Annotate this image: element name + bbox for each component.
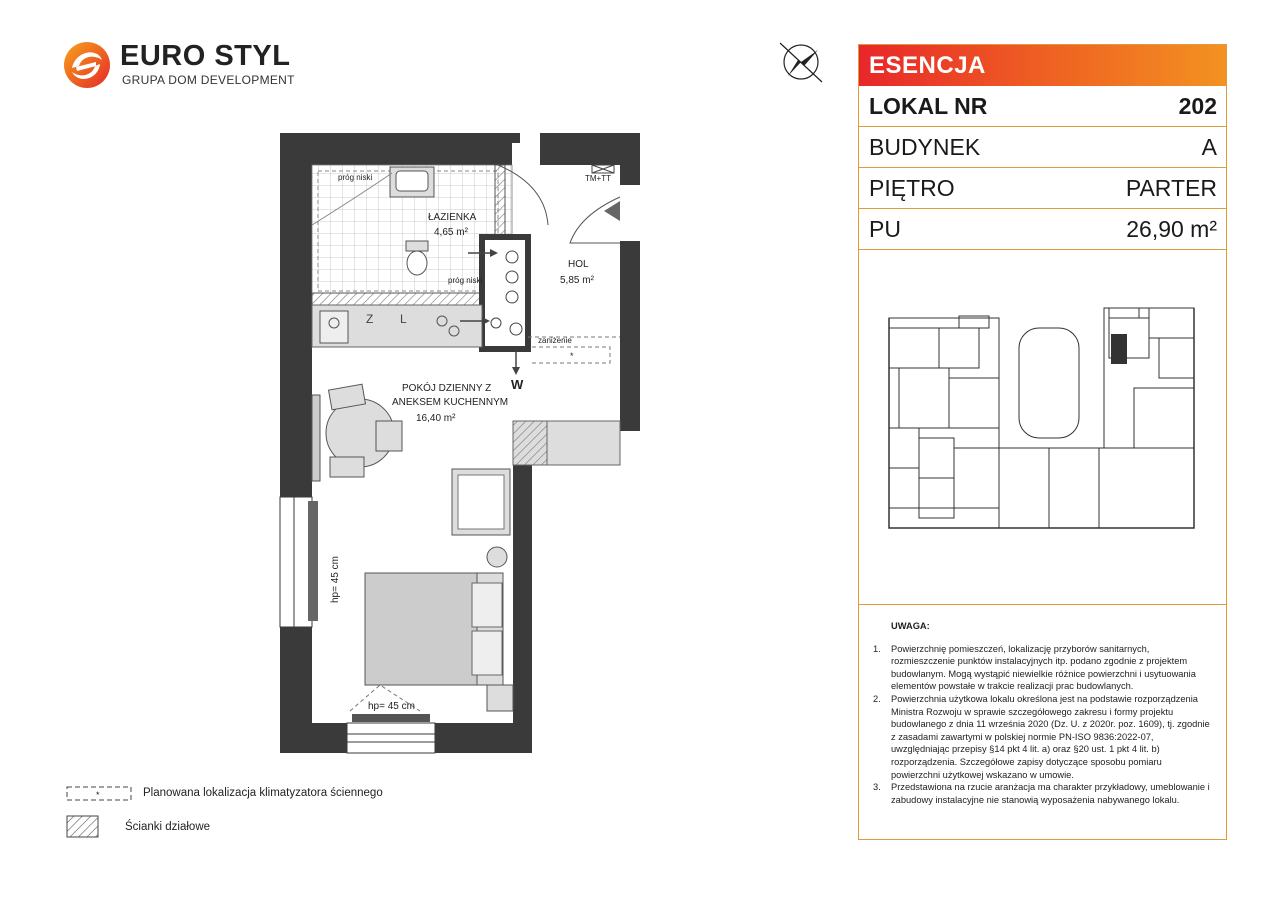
unit-number-row xyxy=(859,86,1226,127)
area-label: PU xyxy=(869,215,901,242)
partition-legend-symbol xyxy=(66,815,100,839)
floor-plan xyxy=(270,125,650,760)
kitchen-l: L xyxy=(400,312,407,326)
ac-marker: * xyxy=(570,351,574,361)
threshold-1-label: próg niski xyxy=(338,173,373,182)
building-value: A xyxy=(1201,133,1217,160)
euro-styl-swirl-icon xyxy=(62,40,112,90)
hp-side-label: hp= 45 cm xyxy=(330,556,341,603)
bathroom-area: 4,65 m² xyxy=(434,227,468,238)
svg-text:*: * xyxy=(96,790,100,800)
note-item xyxy=(873,643,1213,693)
notes-section xyxy=(873,620,1213,806)
floor-row xyxy=(859,168,1226,209)
w-label: W xyxy=(511,377,524,392)
area-value: 26,90 m² xyxy=(1126,215,1217,242)
note-number: 1. xyxy=(873,643,881,654)
north-arrow-icon xyxy=(776,42,826,84)
hp-bottom-label: hp= 45 cm xyxy=(368,701,415,712)
floor-value: PARTER xyxy=(1125,174,1217,201)
living-name-2: ANEKSEM KUCHENNYM xyxy=(392,397,509,408)
floor-label: PIĘTRO xyxy=(869,174,955,201)
hall-area: 5,85 m² xyxy=(560,275,594,286)
area-row xyxy=(859,209,1226,250)
bathroom-name: ŁAZIENKA xyxy=(428,212,477,223)
tm-tt-label: TM+TT xyxy=(585,174,611,183)
partition-legend-label: Ścianki działowe xyxy=(125,821,211,833)
kitchen-z: Z xyxy=(366,312,374,326)
company-logo xyxy=(62,38,302,94)
brand-subtitle: GRUPA DOM DEVELOPMENT xyxy=(122,73,295,87)
brand-name: EURO STYL xyxy=(120,40,291,72)
unit-number-value: 202 xyxy=(1178,92,1217,119)
ac-legend-label: Planowana lokalizacja klimatyzatora ściennego xyxy=(143,787,383,799)
note-number: 2. xyxy=(873,693,881,704)
note-text: Powierzchnię pomieszczeń, lokalizację przyborów sanitarnych, rozmieszczenie punktów instalacyjnych itp. podano zgodnie z projektem budowlanym. Mogą wystąpić niewielkie różnice powierzchni i usytuowania elementów powstałe w trakcie realizacji prac budowlanych. xyxy=(891,643,1196,692)
threshold-2-label: próg niski xyxy=(448,276,483,285)
building-label: BUDYNEK xyxy=(869,133,981,160)
unit-number-label: LOKAL NR xyxy=(869,92,988,119)
note-item xyxy=(873,781,1213,806)
info-panel xyxy=(858,44,1227,840)
notes-title: UWAGA: xyxy=(891,621,930,631)
note-text: Przedstawiona na rzucie aranżacja ma charakter przykładowy, umeblowanie i zabudowy instalacyjne nie stanowią wyposażenia nabywanego lokalu. xyxy=(891,782,1210,805)
hall-name: HOL xyxy=(568,259,589,270)
note-text: Powierzchnia użytkowa lokalu określona jest na podstawie rozporządzenia Ministra Rozwoju w sprawie szczegółowego zakresu i formy projektu budowlanego z dnia 11 września 2020 (Dz. U. z 2020r. poz. 1609), tj. zgodnie z zasadami zawartymi w polskiej normie PN-ISO 9836:2022-07, uwzględniając przepisy §14 pkt 4 lit. a) oraz §20 ust. 1 pkt 4 lit. b) rozporządzenia. Szczegółowe zapisy dotyczące sposobu pomiaru powierzchni użytkowej wskazano w umowie. xyxy=(891,693,1210,780)
note-item xyxy=(873,693,1213,781)
project-name: ESENCJA xyxy=(859,45,1226,86)
living-name-1: POKÓJ DZIENNY Z xyxy=(402,383,492,394)
note-number: 3. xyxy=(873,782,881,793)
lowering-label: zaniżenie xyxy=(538,336,572,345)
ac-legend-symbol xyxy=(66,786,132,802)
building-row xyxy=(859,127,1226,168)
building-location-map xyxy=(859,248,1226,605)
living-area: 16,40 m² xyxy=(416,413,456,424)
